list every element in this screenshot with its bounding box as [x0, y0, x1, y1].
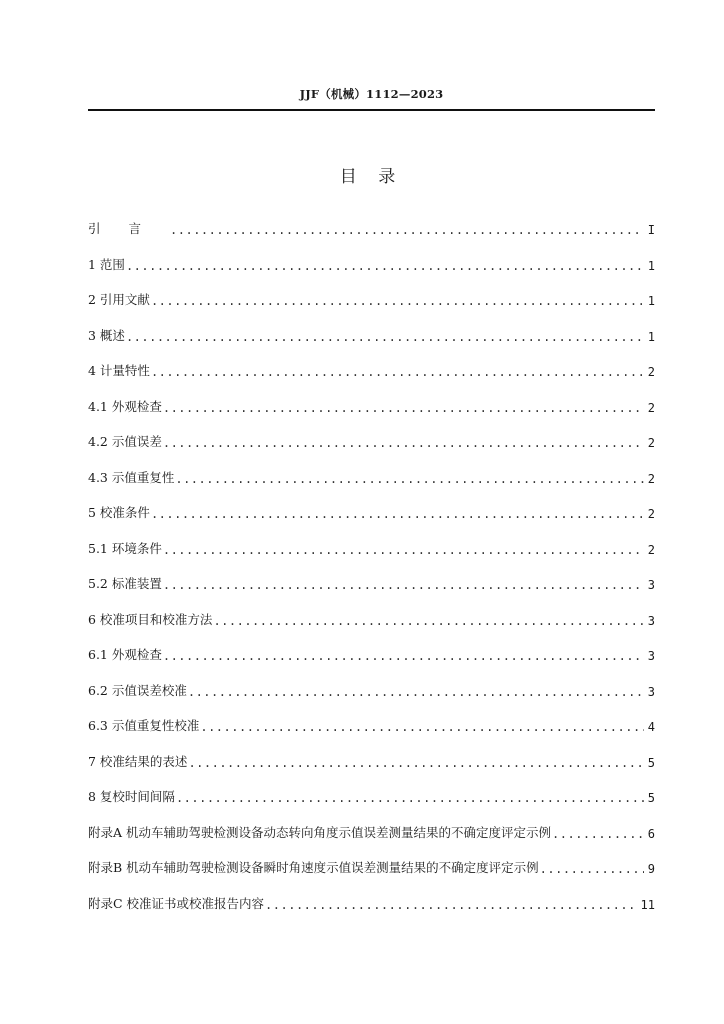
- toc-entry-4-3[interactable]: [88, 463, 655, 486]
- toc-entry-page: 5: [647, 791, 655, 805]
- toc-leader-dots: [163, 401, 644, 415]
- toc-entry-page: 3: [647, 613, 655, 628]
- toc-entry-page: 2: [647, 471, 655, 486]
- toc-entry-label: 引言: [88, 221, 170, 236]
- toc-entry-appendix-a[interactable]: [88, 818, 655, 841]
- toc-entry-appendix-c[interactable]: [88, 889, 655, 912]
- toc-leader-dots: [151, 294, 644, 308]
- toc-entry-label: 附录A 机动车辅助驾驶检测设备动态转向角度示值误差测量结果的不确定度评定示例: [88, 824, 552, 840]
- toc-entry-6-2[interactable]: [88, 676, 655, 699]
- header-rule: [88, 109, 655, 111]
- toc-leader-dots: [188, 685, 644, 699]
- toc-entry-label: 附录C 校准证书或校准报告内容: [88, 895, 265, 911]
- toc-entry-page: 1: [647, 258, 655, 273]
- toc-entry-label: 3 概述: [88, 327, 125, 343]
- toc-leader-dots: [265, 898, 637, 912]
- toc-entry-4-1[interactable]: [88, 392, 655, 415]
- toc-entry-6[interactable]: [88, 605, 655, 628]
- toc-leader-dots: [170, 223, 644, 237]
- toc-entry-6-1[interactable]: [88, 640, 655, 663]
- toc-entry-label: 6.3 示值重复性校准: [88, 718, 200, 733]
- toc-entry-label: 8 复校时间间隔: [88, 789, 175, 804]
- toc-leader-dots: [175, 472, 643, 486]
- toc-entry-8[interactable]: [88, 782, 655, 805]
- toc-title: 目 录: [339, 167, 404, 187]
- document-code-header: JJF（机械）1112—2023: [299, 87, 444, 101]
- toc-leader-dots: [163, 436, 644, 450]
- toc-entry-3[interactable]: [88, 321, 655, 344]
- toc-entry-label: 附录B 机动车辅助驾驶检测设备瞬时角速度示值误差测量结果的不确定度评定示例: [88, 860, 539, 875]
- toc-leader-dots: [151, 507, 644, 521]
- toc-entry-label: 2 引用文献: [88, 292, 150, 307]
- toc-leader-dots: [552, 827, 644, 841]
- toc-leader-dots: [213, 614, 643, 628]
- toc-entry-page: 11: [640, 897, 655, 912]
- toc-entry-preface[interactable]: [88, 214, 655, 237]
- toc-entry-5-1[interactable]: [88, 534, 655, 557]
- toc-leader-dots: [163, 578, 644, 592]
- toc-entry-page: 6: [647, 826, 655, 841]
- toc-leader-dots: [126, 330, 644, 344]
- toc-entry-page: 2: [647, 365, 655, 379]
- toc-leader-dots: [176, 791, 644, 805]
- toc-leader-dots: [151, 365, 644, 379]
- toc-entry-page: 3: [647, 578, 655, 592]
- toc-leader-dots: [188, 756, 643, 770]
- table-of-contents: [88, 214, 655, 924]
- toc-entry-5[interactable]: [88, 498, 655, 521]
- toc-leader-dots: [163, 543, 644, 557]
- toc-entry-7[interactable]: [88, 747, 655, 770]
- toc-entry-page: 3: [647, 649, 655, 663]
- toc-entry-page: 2: [647, 436, 655, 450]
- toc-leader-dots: [126, 259, 644, 273]
- toc-entry-6-3[interactable]: [88, 711, 655, 734]
- toc-entry-page: 5: [647, 755, 655, 770]
- toc-entry-page: 3: [647, 684, 655, 699]
- toc-entry-appendix-b[interactable]: [88, 853, 655, 876]
- toc-entry-label: 4.3 示值重复性: [88, 469, 175, 485]
- toc-entry-page: 2: [647, 542, 655, 557]
- toc-entry-5-2[interactable]: [88, 569, 655, 592]
- toc-entry-label: 6 校准项目和校准方法: [88, 611, 213, 627]
- toc-entry-4[interactable]: [88, 356, 655, 379]
- toc-entry-4-2[interactable]: [88, 427, 655, 450]
- toc-entry-label: 6.1 外观检查: [88, 647, 162, 662]
- toc-entry-label: 1 范围: [88, 256, 125, 272]
- toc-entry-2[interactable]: [88, 285, 655, 308]
- toc-entry-label: 6.2 示值误差校准: [88, 682, 187, 698]
- toc-entry-page: 2: [647, 507, 655, 521]
- toc-entry-label: 5.1 环境条件: [88, 540, 162, 556]
- toc-leader-dots: [163, 649, 644, 663]
- toc-entry-page: 2: [647, 400, 655, 415]
- toc-entry-page: I: [647, 223, 655, 237]
- toc-entry-page: 1: [647, 329, 655, 344]
- toc-entry-label: 4.1 外观检查: [88, 398, 162, 414]
- toc-entry-label: 5.2 标准装置: [88, 576, 162, 591]
- toc-entry-label: 4 计量特性: [88, 363, 150, 378]
- toc-entry-page: 9: [647, 862, 655, 876]
- toc-entry-page: 4: [647, 720, 655, 734]
- toc-entry-label: 5 校准条件: [88, 505, 150, 520]
- toc-entry-label: 4.2 示值误差: [88, 434, 162, 449]
- toc-leader-dots: [540, 862, 644, 876]
- toc-leader-dots: [200, 720, 643, 734]
- toc-entry-label: 7 校准结果的表述: [88, 753, 188, 769]
- toc-entry-1[interactable]: [88, 250, 655, 273]
- toc-entry-page: 1: [647, 294, 655, 308]
